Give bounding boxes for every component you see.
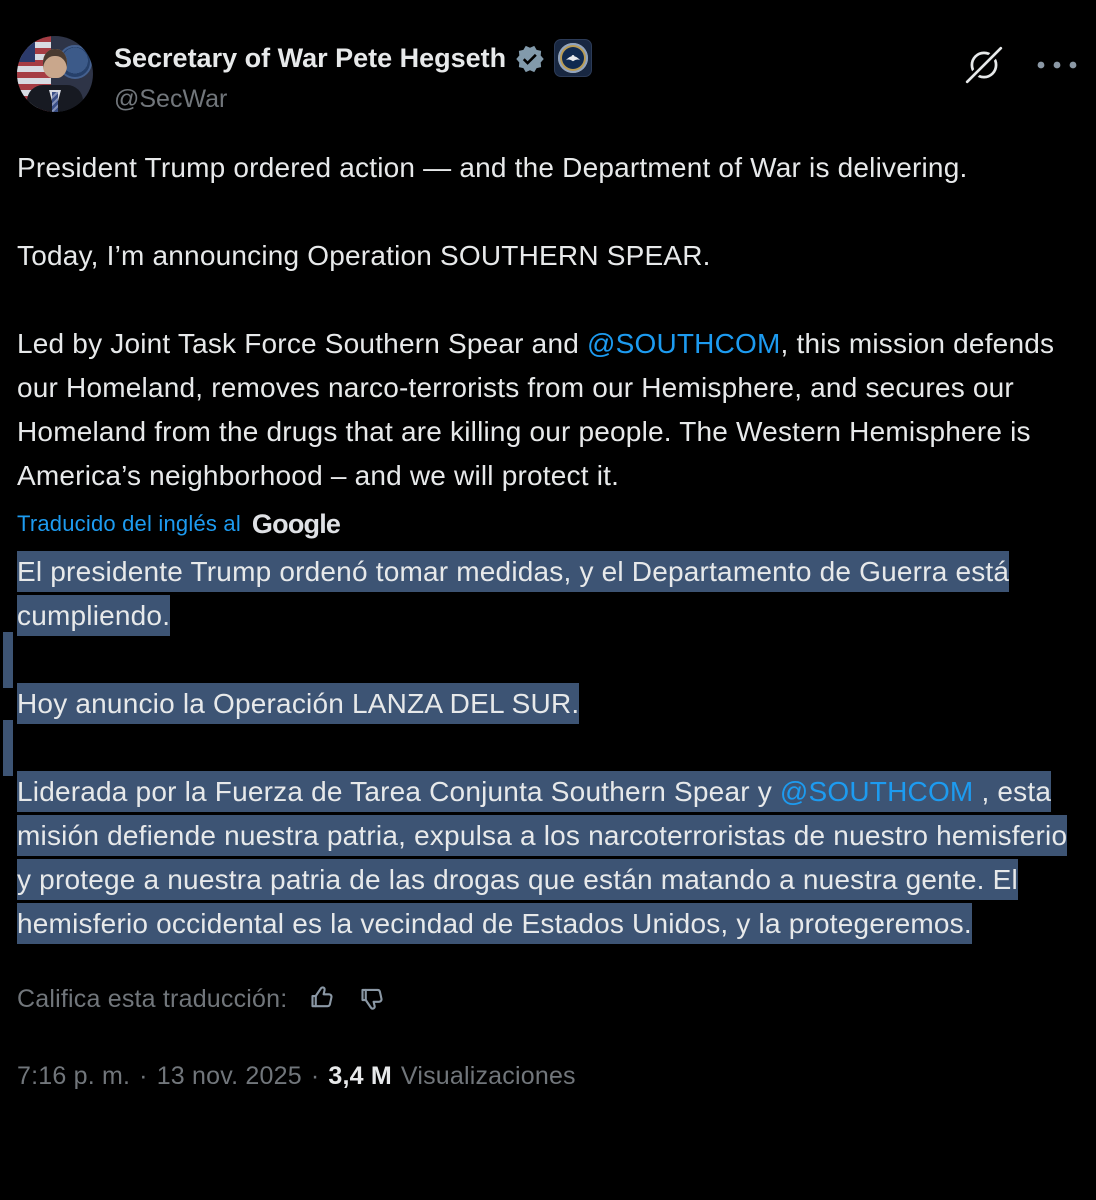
translated-paragraph-3 — [17, 770, 1079, 946]
thumbs-down-button[interactable] — [357, 983, 387, 1016]
views-count: 3,4 M — [328, 1062, 392, 1090]
tweet-meta — [17, 1054, 1079, 1098]
user-handle[interactable]: @SecWar — [114, 85, 228, 113]
paragraph-3-text: Led by Joint Task Force Southern Spear and — [17, 328, 587, 359]
selected-text: , esta misión defiende nuestra patria, expulsa a los narcoterroristas de nuestro hemisferio y protege a nuestra patria de las drogas que están matando a nuestra gente. El hemisferio occidental es la vecindad de Estados Unidos, y la protegeremos. — [17, 776, 1068, 939]
timestamp-time: 7:16 p. m. — [17, 1062, 131, 1090]
meta-separator: · — [310, 1062, 320, 1090]
translation-attribution-link[interactable]: Traducido del inglés al — [17, 511, 241, 536]
translation-attribution — [17, 507, 1079, 541]
translated-paragraph-1 — [17, 550, 1079, 638]
eagle-icon — [562, 47, 584, 69]
blank-line — [17, 638, 1079, 682]
more-options-icon — [1035, 58, 1079, 72]
selected-text: Liderada por la Fuerza de Tarea Conjunta Southern Spear y — [17, 776, 780, 807]
southcom-mention-link[interactable]: @SOUTHCOM — [586, 328, 781, 359]
thumbs-up-button[interactable] — [307, 983, 337, 1016]
affiliate-seal — [558, 43, 588, 73]
grok-slashed-circle-icon — [963, 44, 1005, 86]
selected-text: El presidente Trump ordenó tomar medidas, y el Departamento de Guerra está cumpliendo. — [17, 551, 1009, 636]
selected-text: Hoy anuncio la Operación LANZA DEL SUR. — [17, 683, 579, 724]
selection-strip — [3, 720, 13, 776]
blank-line — [17, 278, 1079, 322]
grok-button[interactable] — [963, 44, 1005, 89]
rate-translation-row — [17, 977, 1079, 1021]
affiliate-badge[interactable] — [554, 39, 592, 77]
blank-line — [17, 726, 1079, 770]
more-options-button[interactable] — [1035, 58, 1079, 75]
avatar-flag-canton — [17, 36, 35, 62]
translated-paragraph-2 — [17, 682, 1079, 726]
avatar-person-head — [43, 49, 67, 78]
thumbs-up-icon — [307, 983, 337, 1013]
paragraph-3-text: , this mission defends our Homeland, removes narco-terrorists from our Hemisphere, and secures our Homeland from the drugs that are killing our people. The Western Hemisphere is America’s neighborhood – and we will protect it. — [17, 328, 1055, 491]
thumbs-down-icon — [357, 983, 387, 1013]
avatar[interactable] — [17, 36, 93, 112]
meta-separator: · — [139, 1062, 148, 1090]
author-identity — [114, 36, 951, 113]
tweet-header — [17, 36, 1079, 113]
timestamp-date: 13 nov. 2025 — [156, 1062, 302, 1090]
selection-strip — [3, 632, 13, 688]
display-name[interactable]: Secretary of War Pete Hegseth — [114, 43, 507, 73]
tweet-paragraph-1: President Trump ordered action — and the Department of War is delivering. — [17, 152, 968, 183]
tweet-body — [17, 146, 1079, 1098]
header-actions — [963, 36, 1079, 89]
selected-text — [17, 771, 1067, 944]
verified-badge-icon — [515, 44, 545, 74]
translated-text-selected — [17, 550, 1079, 946]
views-label: Visualizaciones — [400, 1062, 576, 1090]
avatar-person-tie — [52, 92, 58, 112]
tweet-paragraph-2: Today, I’m announcing Operation SOUTHERN SPEAR. — [17, 240, 711, 271]
southcom-mention-link-translated[interactable]: @SOUTHCOM — [779, 776, 974, 807]
blank-line — [17, 190, 1079, 234]
tweet-paragraph-3 — [17, 322, 1079, 498]
google-logo: Google — [251, 509, 341, 539]
rate-translation-label: Califica esta traducción: — [17, 985, 288, 1013]
